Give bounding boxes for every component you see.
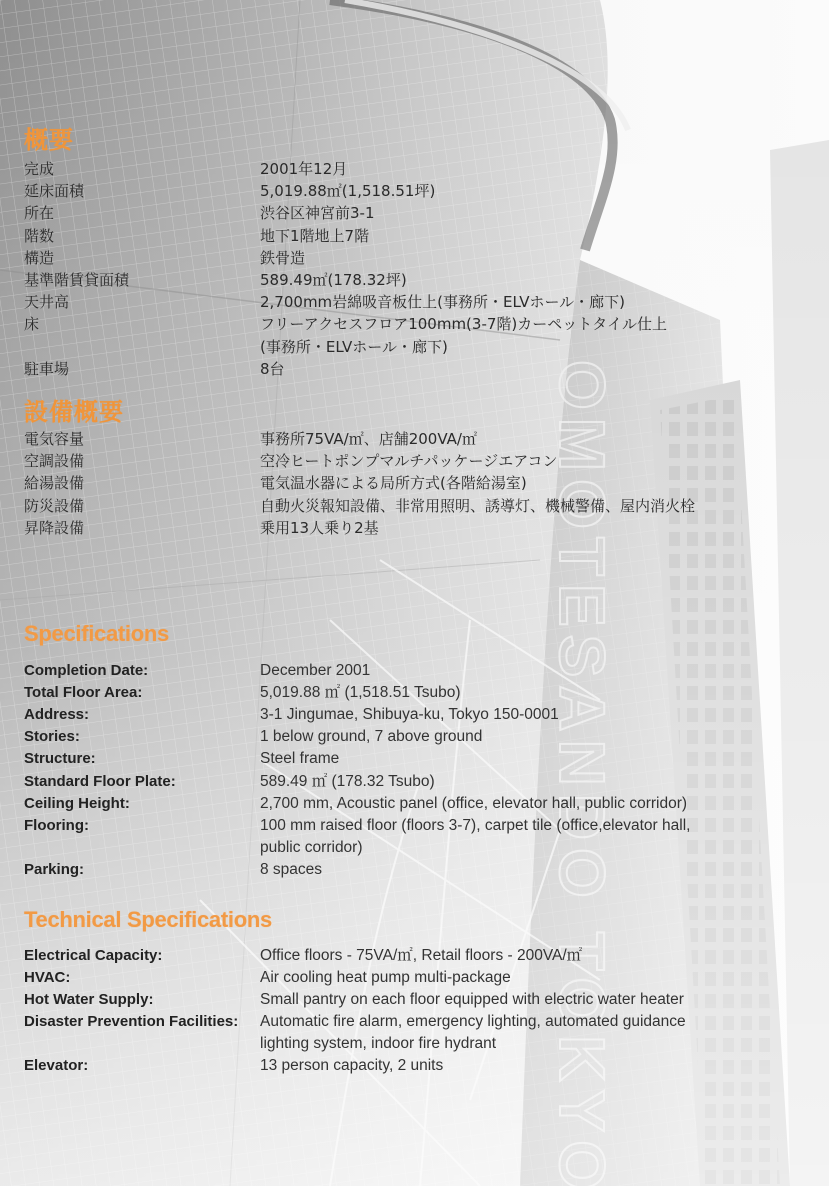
spec-value: 100 mm raised floor (floors 3-7), carpet tile (office,elevator hall,	[260, 816, 691, 834]
spec-value: 589.49 ㎡ (178.32 Tsubo)	[260, 772, 435, 790]
spec-label: Structure:	[24, 750, 96, 768]
spec-value: Office floors - 75VA/㎡, Retail floors - 200VA/㎡	[260, 947, 583, 964]
spec-label: 昇降設備	[24, 518, 85, 537]
spec-label: Electrical Capacity:	[24, 947, 163, 964]
spec-label: 防災設備	[24, 496, 85, 515]
spec-value: 空冷ヒートポンプマルチパッケージエアコン	[260, 452, 558, 471]
spec-value: 8台	[260, 359, 285, 378]
spec-label: 完成	[24, 160, 55, 178]
spec-value: 乗用13人乗り2基	[260, 518, 379, 537]
spec-value: 2,700 mm, Acoustic panel (office, elevator hall, public corridor)	[260, 794, 688, 812]
spec-value: 8 spaces	[260, 860, 323, 878]
spec-value: 1 below ground, 7 above ground	[260, 728, 483, 746]
spec-label: 天井高	[24, 293, 70, 312]
technical-specifications-heading: Technical Specifications	[24, 907, 272, 932]
spec-value: 5,019.88 ㎡ (1,518.51 Tsubo)	[260, 684, 461, 702]
spec-label: Total Floor Area:	[24, 684, 143, 702]
spec-value: Steel frame	[260, 750, 340, 768]
spec-value: 2,700mm岩綿吸音板仕上(事務所・ELVホール・廊下)	[260, 293, 626, 312]
spec-value: 地下1階地上7階	[260, 226, 370, 245]
spec-label: HVAC:	[24, 969, 71, 986]
spec-value: Automatic fire alarm, emergency lighting, automated guidance	[260, 1013, 686, 1030]
spec-label: 構造	[24, 248, 55, 267]
spec-label: Hot Water Supply:	[24, 991, 154, 1008]
spec-value: 5,019.88㎡(1,518.51坪)	[260, 182, 436, 201]
spec-label: 床	[24, 315, 40, 334]
spec-value: lighting system, indoor fire hydrant	[260, 1035, 497, 1052]
spec-value: 589.49㎡(178.32坪)	[260, 271, 407, 289]
spec-value: Air cooling heat pump multi-package	[260, 969, 511, 986]
overview-heading: 概要	[24, 126, 74, 154]
spec-value: 13 person capacity, 2 units	[260, 1057, 444, 1074]
spec-label: 空調設備	[24, 452, 85, 471]
spec-value: 自動火災報知設備、非常用照明、誘導灯、機械警備、屋内消火栓	[260, 496, 696, 515]
specifications-heading: Specifications	[24, 621, 169, 646]
spec-label: Standard Floor Plate:	[24, 772, 176, 790]
spec-label: Ceiling Height:	[24, 794, 130, 812]
spec-label: Flooring:	[24, 816, 89, 834]
equipment-heading: 設備概要	[24, 398, 124, 426]
spec-value: 事務所75VA/㎡、店舗200VA/㎡	[260, 430, 477, 448]
spec-value: (事務所・ELVホール・廊下)	[260, 337, 448, 356]
spec-value: 3-1 Jingumae, Shibuya-ku, Tokyo 150-0001	[260, 706, 559, 724]
spec-value: Small pantry on each floor equipped with electric water heater	[260, 991, 684, 1008]
spec-label: 駐車場	[24, 359, 70, 378]
spec-label: 基準階賃貸面積	[24, 271, 130, 289]
spec-value: 2001年12月	[260, 160, 348, 178]
spec-label: Disaster Prevention Facilities:	[24, 1013, 239, 1030]
spec-label: 所在	[24, 204, 55, 223]
spec-label: Completion Date:	[24, 662, 149, 679]
spec-label: Elevator:	[24, 1057, 89, 1074]
spec-value: 渋谷区神宮前3-1	[260, 204, 375, 223]
spec-value: 電気温水器による局所方式(各階給湯室)	[260, 474, 527, 493]
spec-label: Stories:	[24, 728, 80, 746]
spec-label: Parking:	[24, 860, 85, 878]
spec-value: December 2001	[260, 662, 371, 679]
spec-label: 延床面積	[24, 182, 85, 201]
spec-label: 給湯設備	[24, 474, 85, 493]
spec-value: 鉄骨造	[260, 248, 306, 267]
spec-label: 階数	[24, 226, 55, 245]
spec-label: 電気容量	[24, 430, 85, 448]
spec-label: Address:	[24, 706, 90, 724]
spec-value: フリーアクセスフロア100mm(3-7階)カーペットタイル仕上	[260, 315, 667, 334]
spec-value: public corridor)	[260, 838, 363, 856]
